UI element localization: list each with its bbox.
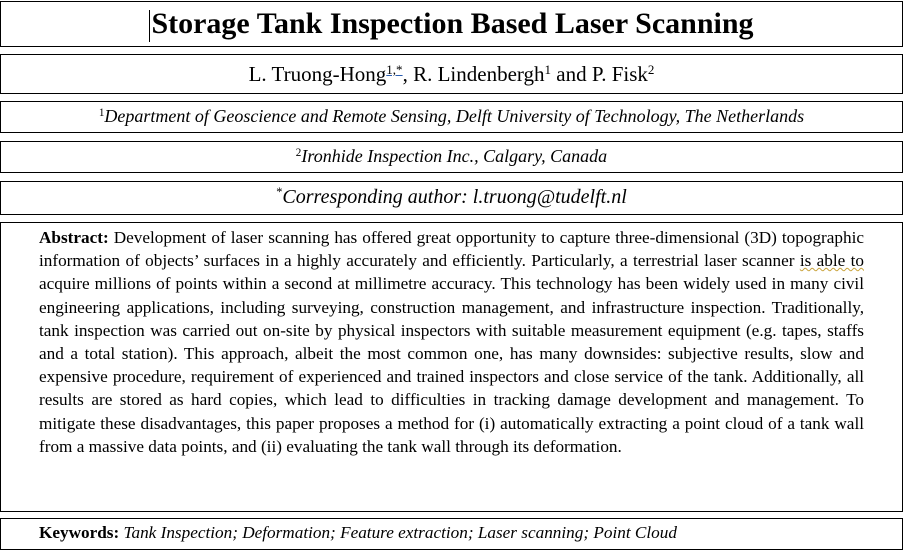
author-1: L. Truong-Hong — [248, 62, 387, 86]
title-cell — [0, 1, 903, 47]
paper-title[interactable]: Storage Tank Inspection Based Laser Scanning — [151, 7, 754, 40]
affiliation-2-mark: 2 — [295, 146, 302, 159]
affiliation-2-cell — [0, 141, 903, 173]
abstract-cell — [0, 222, 903, 512]
author-2-affiliation-mark: 1 — [544, 61, 552, 77]
abstract-text-2: acquire millions of points within a second at millimetre accuracy. This technology has been widely used in many civil engineering applications, including surveying, construction management, and infrastructure inspection. Traditionally, tank inspection was carried out on-site by physical inspectors with suitable measurement equipment (e.g. tapes, staffs and a total station). This approach, albeit the most common one, has many downsides: subjective results, slow and expensive procedure, requirement of experienced and trained inspectors and close service of the tank. Additionally, all results are stored as hard copies, which lead to difficulties in tracking damage development and management. To mitigate these disadvantages, this paper proposes a method for (i) automatically extracting a point cloud of a tank wall from a massive data points, and (ii) evaluating the tank wall through its deformation. — [39, 274, 864, 456]
author-3-affiliation-mark: 2 — [647, 61, 655, 77]
author-3: and P. Fisk — [551, 62, 648, 86]
keywords-label: Keywords: — [39, 523, 120, 542]
affiliation-1-cell — [0, 101, 903, 133]
corresponding-author-cell — [0, 181, 903, 215]
affiliation-1-mark: 1 — [98, 106, 105, 119]
keywords-text: Tank Inspection; Deformation; Feature extraction; Laser scanning; Point Cloud — [119, 523, 677, 542]
affiliation-1-text: Department of Geoscience and Remote Sensing, Delft University of Technology, The Netherlands — [104, 106, 805, 126]
abstract-text-1: Development of laser scanning has offered great opportunity to capture three-dimensional (3D) topographic information of objects’ surfaces in a highly accurately and efficiently. Particularly, a terrestrial laser scanner — [39, 228, 864, 271]
corresponding-author-text: Corresponding author: l.truong@tudelft.nl — [282, 186, 627, 208]
author-2: , R. Lindenbergh — [402, 62, 545, 86]
keywords-cell — [0, 518, 903, 550]
abstract-label: Abstract: — [39, 228, 109, 247]
corresponding-mark: * — [276, 185, 283, 200]
grammar-flagged-phrase[interactable]: is able to — [799, 251, 864, 271]
authors-cell — [0, 54, 903, 94]
affiliation-2-text: Ironhide Inspection Inc., Calgary, Canada — [301, 146, 608, 166]
author-1-affiliation-mark[interactable]: 1,* — [386, 61, 403, 77]
